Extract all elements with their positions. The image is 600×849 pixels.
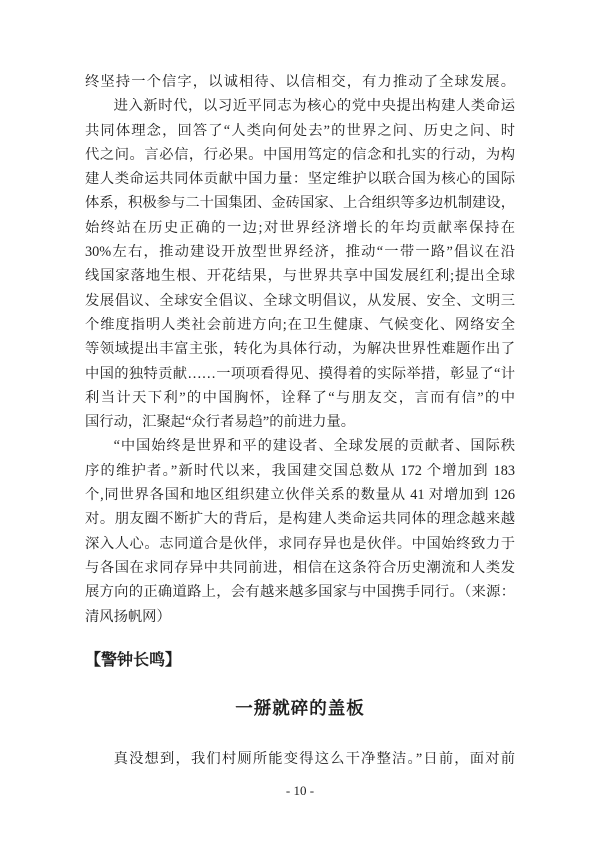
article-title: 一掰就碎的盖板	[235, 698, 365, 719]
text-line: 建人类命运共同体贡献中国力量：坚定维护以联合国为核心的国际	[85, 171, 515, 188]
text-line: 清风扬帆网）	[85, 608, 171, 625]
text-line: “中国始终是世界和平的建设者、全球发展的贡献者、国际秩	[113, 438, 515, 455]
text-line: 与各国在求同存异中共同前进，相信在这条符合历史潮流和人类发	[85, 559, 515, 576]
text-line: 30%左右，推动建设开放型世界经济，推动“一带一路”倡议在沿	[85, 244, 515, 261]
text-line: 深入人心。志同道合是伙伴，求同存异也是伙伴。中国始终致力于	[85, 535, 515, 552]
text-line: 个,同世界各国和地区组织建立伙伴关系的数量从 41 对增加到 126	[85, 487, 515, 504]
section-header: 【警钟长鸣】	[85, 651, 182, 669]
article-first-paragraph	[85, 747, 515, 771]
text-line: 体系，积极参与二十国集团、金砖国家、上合组织等多边机制建设，	[85, 195, 515, 212]
body-paragraphs	[85, 70, 515, 629]
text-line: 展方向的正确道路上，会有越来越多国家与中国携手同行。（来源：	[85, 584, 515, 601]
text-line: 个维度指明人类社会前进方向;在卫生健康、气候变化、网络安全	[85, 316, 515, 333]
text-line: 始终站在历史正确的一边;对世界经济增长的年均贡献率保持在	[85, 219, 515, 236]
text-line: 进入新时代，以习近平同志为核心的党中央提出构建人类命运	[113, 98, 515, 115]
text-line: 国行动，汇聚起“众行者易趋”的前进力量。	[85, 414, 356, 431]
text-line: 对。朋友圈不断扩大的背后，是构建人类命运共同体的理念越来越	[85, 511, 515, 528]
text-line: 发展倡议、全球安全倡议、全球文明倡议，从发展、安全、文明三	[85, 292, 515, 309]
text-line: 共同体理念，回答了“人类向何处去”的世界之问、历史之问、时	[85, 122, 515, 139]
text-line: 真没想到，我们村厕所能变得这么干净整洁。”日前，面对前	[113, 751, 515, 768]
page-number: - 10 -	[285, 783, 315, 799]
text-line: 终坚持一个信字，以诚相待、以信相交，有力推动了全球发展。	[85, 74, 515, 90]
text-line: 代之问。言必信，行必果。中国用笃定的信念和扎实的行动，为构	[85, 146, 515, 163]
text-line: 序的维护者。”新时代以来，我国建交国总数从 172 个增加到 183	[85, 462, 515, 479]
text-line: 利当计天下利”的中国胸怀，诠释了“与朋友交，言而有信”的中	[85, 389, 515, 406]
text-line: 等领域提出丰富主张，转化为具体行动，为解决世界性难题作出了	[85, 341, 515, 358]
text-line: 中国的独特贡献……一项项看得见、摸得着的实际举措，彰显了“计	[85, 365, 515, 382]
text-line: 线国家落地生根、开花结果，与世界共享中国发展红利;提出全球	[85, 268, 515, 285]
